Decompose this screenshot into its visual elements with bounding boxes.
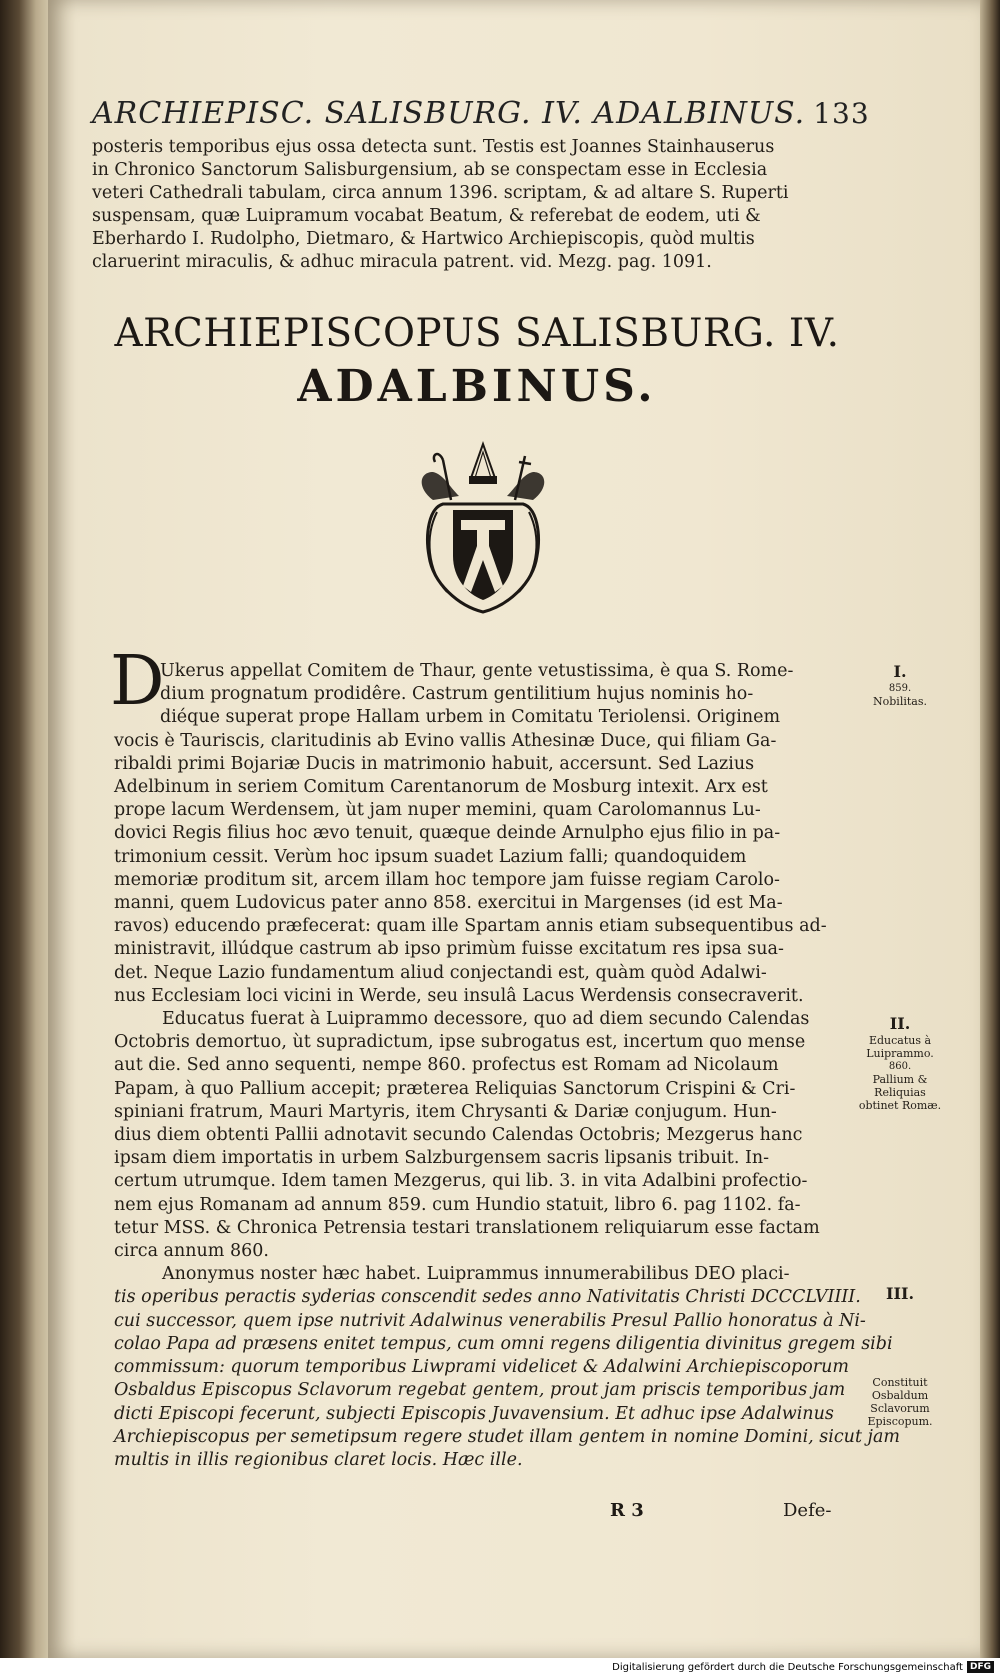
- text-line: ravos) educendo præfecerat: quam ille Spartam annis etiam subsequentibus ad-: [114, 916, 827, 937]
- text-line: ministravit, illúdque castrum ab ipso primùm fuisse excitatum res ipsa sua-: [114, 939, 784, 960]
- text-line: Adelbinum in seriem Comitum Carentanorum de Mosburg intexit. Arx est: [114, 777, 768, 798]
- text-line: Osbaldus Episcopus Sclavorum regebat gentem, prout jam priscis temporibus jam: [114, 1380, 846, 1401]
- text-line: tetur MSS. & Chronica Petrensia testari translationem reliquiarum esse factam: [114, 1217, 820, 1238]
- running-head: [92, 96, 892, 132]
- margin-note-year: 860.: [888, 1061, 912, 1072]
- text-line: vocis è Tauriscis, claritudinis ab Evino vallis Athesinæ Duce, qui filiam Ga-: [114, 730, 777, 751]
- drop-cap: D: [110, 642, 165, 721]
- book-page: [48, 0, 980, 1658]
- text-line: claruerint miraculis, & adhuc miracula patrent. vid. Mezg. pag. 1091.: [92, 252, 712, 272]
- text-line: tis operibus peractis syderias conscendit sedes anno Nativitatis Christi DCCCLVIIII.: [114, 1287, 861, 1308]
- text-line: prope lacum Werdensem, ùt jam nuper memini, quam Carolomannus Lu-: [114, 800, 761, 821]
- text-line: det. Neque Lazio fundamentum aliud conjectandi est, quàm quòd Adalwi-: [114, 962, 767, 983]
- text-line: dovici Regis filius hoc ævo tenuit, quæque deinde Arnulpho ejus filio in pa-: [114, 823, 781, 844]
- text-line: diéque superat prope Hallam urbem in Comitatu Teriolensi. Originem: [160, 707, 781, 728]
- text-line: commissum: quorum temporibus Liwprami videlicet & Adalwini Archiepiscoporum: [114, 1357, 849, 1378]
- page-number: 133: [813, 97, 870, 130]
- digitization-footer: [0, 1658, 1000, 1678]
- continued-text: [92, 136, 862, 274]
- text-line: Octobris demortuo, ùt supradictum, ipse subrogatus est, incertum quo mense: [114, 1032, 806, 1053]
- margin-note-number: I.: [893, 662, 907, 681]
- text-line: posteris temporibus ejus ossa detecta sunt. Testis est Joannes Stainhauserus: [92, 137, 775, 157]
- chapter-title: ARCHIEPISCOPUS SALISBURG. IV.: [114, 311, 840, 356]
- margin-note-text: Constituit Osbaldum Sclavorum Episcopum.: [867, 1376, 933, 1428]
- text-line: memoriæ proditum sit, arcem illam hoc tempore jam fuisse regiam Carolo-: [114, 869, 780, 890]
- coat-of-arms: [403, 438, 563, 618]
- dfg-logo: DFG: [967, 1661, 994, 1673]
- text-line: nus Ecclesiam loci vicini in Werde, seu insulâ Lacus Werdensis consecraverit.: [114, 985, 804, 1006]
- text-line: veteri Cathedrali tabulam, circa annum 1396. scriptam, & ad altare S. Ruperti: [92, 183, 789, 203]
- margin-note-text-2: Pallium & Reliquias obtinet Romæ.: [858, 1073, 942, 1112]
- text-line: circa annum 860.: [114, 1241, 269, 1262]
- margin-note-1: [856, 662, 944, 708]
- text-line: manni, quem Ludovicus pater anno 858. exercitui in Margenses (id est Ma-: [114, 893, 783, 914]
- text-line: trimonium cessit. Verùm hoc ipsum suadet Lazium falli; quandoquidem: [114, 846, 747, 867]
- coat-of-arms-icon: [403, 438, 563, 618]
- text-line: aut die. Sed anno sequenti, nempe 860. profectus est Romam ad Nicolaum: [114, 1055, 779, 1076]
- text-line: Archiepiscopus per semetipsum regere studet illam gentem in nomine Domini, sicut jam: [114, 1426, 901, 1447]
- margin-note-number: II.: [889, 1014, 911, 1033]
- running-head-title: ARCHIEPISC. SALISBURG. IV. ADALBINUS.: [92, 96, 806, 131]
- text-line: dius diem obtenti Pallii adnotavit secundo Calendas Octobris; Mezgerus hanc: [114, 1125, 803, 1146]
- margin-note-3: [856, 1284, 944, 1428]
- facing-page-edge: [0, 0, 48, 1658]
- text-line: dium prognatum prodidêre. Castrum gentilitium hujus nominis ho-: [160, 684, 754, 705]
- text-line: Papam, à quo Pallium accepit; præterea Reliquias Sanctorum Crispini & Cri-: [114, 1078, 796, 1099]
- text-line: Ukerus appellat Comitem de Thaur, gente vetustissima, è qua S. Rome-: [160, 661, 794, 681]
- text-line: ribaldi primi Bojariæ Ducis in matrimonio habuit, accersunt. Sed Lazius: [114, 753, 755, 774]
- text-line: ipsam diem importatis in urbem Salzburgensem sacris lipsanis tribuit. In-: [114, 1148, 770, 1169]
- text-line: Educatus fuerat à Luiprammo decessore, quo ad diem secundo Calendas: [162, 1009, 810, 1030]
- chapter-subtitle: ADALBINUS.: [297, 361, 657, 412]
- text-line: certum utrumque. Idem tamen Mezgerus, qui lib. 3. in vita Adalbini profectio-: [114, 1171, 808, 1192]
- text-line: multis in illis regionibus claret locis. Hæc ille.: [114, 1449, 523, 1470]
- signature-mark: R 3: [610, 1500, 644, 1521]
- text-line: in Chronico Sanctorum Salisburgensium, ab se conspectam esse in Ecclesia: [92, 160, 768, 180]
- text-line: colao Papa ad præsens enitet tempus, cum omni regens diligentia divinitus gregem sibi: [114, 1333, 893, 1354]
- text-line: Anonymus noster hæc habet. Luiprammus innumerabilibus DEO placi-: [162, 1264, 790, 1285]
- facing-page-bleed: [2, 880, 22, 1520]
- margin-note-year: 859.: [888, 683, 912, 694]
- text-line: cui successor, quem ipse nutrivit Adalwinus venerabilis Presul Pallio honoratus à Ni-: [114, 1310, 866, 1331]
- page-edge-right: [980, 0, 1000, 1658]
- text-line: nem ejus Romanam ad annum 859. cum Hundio statuit, libro 6. pag 1102. fa-: [114, 1194, 801, 1215]
- margin-note-text: Educatus à Luiprammo.: [866, 1034, 934, 1060]
- text-line: spiniani fratrum, Mauri Martyris, item Chrysanti & Dariæ conjugum. Hun-: [114, 1101, 777, 1122]
- text-line: dicti Episcopi fecerunt, subjecti Episcopis Juvavensium. Et adhuc ipse Adalwinus: [114, 1403, 834, 1424]
- margin-note-text: Nobilitas.: [873, 695, 927, 708]
- footer-credit: Digitalisierung gefördert durch die Deutsche Forschungsgemeinschaft: [612, 1662, 963, 1673]
- text-line: Eberhardo I. Rudolpho, Dietmaro, & Hartwico Archiepiscopis, quòd multis: [92, 229, 755, 249]
- margin-note-2: [856, 1014, 944, 1112]
- catchword: Defe-: [783, 1500, 832, 1521]
- text-line: suspensam, quæ Luipramum vocabat Beatum, & referebat de eodem, uti &: [92, 206, 761, 226]
- margin-note-number: III.: [885, 1284, 915, 1303]
